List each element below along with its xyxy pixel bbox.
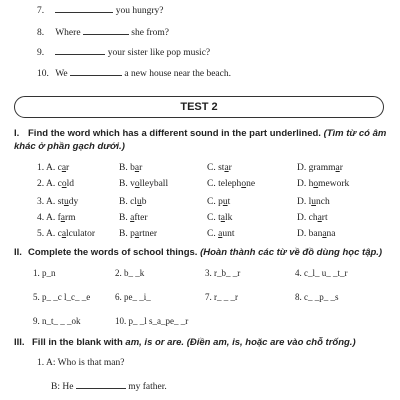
underlined-letter: o [241, 179, 247, 189]
option-text-after: r [66, 163, 70, 173]
option-text-after: nch [316, 197, 330, 207]
underlined-letter: a [335, 163, 340, 173]
item-text: a new house near the beach. [124, 69, 231, 79]
underlined-letter: o [134, 179, 140, 189]
answer-blank[interactable] [55, 46, 105, 55]
option-text-after: r [228, 163, 232, 173]
underlined-letter: o [313, 179, 319, 189]
incomplete-word[interactable]: 2. b_ _k [115, 268, 145, 278]
option-text-before: D. gramm [297, 163, 336, 173]
answer-blank[interactable] [55, 4, 113, 13]
option-text-after: ne [246, 179, 256, 189]
answer-blank[interactable] [83, 26, 129, 35]
item-number: 9. [37, 48, 45, 58]
option-text-before: C. t [207, 213, 221, 223]
answer-option[interactable] [119, 197, 146, 207]
section-1-heading [14, 127, 390, 153]
underlined-letter: u [136, 197, 142, 207]
option-text-after: lculator [66, 229, 96, 239]
option-text-after: dy [68, 197, 79, 207]
answer-option[interactable] [297, 179, 349, 189]
option-text-before: B. [119, 213, 131, 223]
option-text-before: D. ban [297, 229, 323, 239]
option-text-after: ld [66, 179, 74, 189]
item-text: your sister like pop music? [107, 48, 211, 58]
answer-option[interactable] [207, 197, 230, 207]
answer-option[interactable] [37, 197, 78, 207]
option-text-before: 1. A. c [37, 163, 62, 173]
option-text-after: r [139, 163, 143, 173]
answer-option[interactable] [297, 163, 343, 173]
section-number: I. [14, 128, 20, 139]
answer-option[interactable] [297, 229, 336, 239]
option-text-after: t [227, 197, 231, 207]
answer-option[interactable] [297, 213, 328, 223]
underlined-letter: a [60, 213, 65, 223]
option-text-before: C. p [207, 197, 223, 207]
option-text-before: D. h [297, 179, 314, 189]
option-text-after: rtner [139, 229, 157, 239]
incomplete-word[interactable]: 10. p_ _l s_a_pe_ _r [115, 316, 189, 326]
option-text-after: fter [134, 213, 148, 223]
option-text-after: mework [318, 179, 350, 189]
underlined-letter: a [218, 229, 223, 239]
incomplete-word[interactable]: 3. r_b_ _r [205, 268, 241, 278]
underlined-letter: a [61, 229, 67, 239]
underlined-letter: a [220, 213, 225, 223]
underlined-letter: o [61, 179, 67, 189]
option-text-before: D. ch [297, 213, 318, 223]
question-1-line-a: 1. A: Who is that man? [37, 358, 125, 368]
option-text-after: na [326, 229, 336, 239]
option-text-before: 3. A. st [37, 197, 64, 207]
option-text-before: B. cl [119, 197, 137, 207]
incomplete-word[interactable]: 8. c_ _p_ _s [295, 292, 339, 302]
answer-option[interactable] [119, 213, 148, 223]
section-instruction: Fill in the blank with [32, 337, 126, 348]
dialog-text-after: my father. [128, 382, 167, 392]
incomplete-word[interactable]: 5. p_ _c l_c_ _e [33, 292, 91, 302]
answer-option[interactable] [37, 213, 76, 223]
option-text-before: 5. A. c [37, 229, 62, 239]
previous-item-10 [37, 67, 231, 79]
answer-option[interactable] [207, 213, 232, 223]
answer-option[interactable] [297, 197, 330, 207]
underlined-letter: a [61, 163, 67, 173]
option-text-after: rm [64, 213, 76, 223]
underlined-letter: a [322, 229, 327, 239]
item-text-before: Where [55, 28, 81, 38]
option-text-after: unt [222, 229, 235, 239]
underlined-letter: u [311, 197, 316, 207]
section-instruction-vi: (Tìm từ có âm khác ở phần gạch dưới.) [14, 128, 387, 152]
answer-blank[interactable] [76, 380, 126, 389]
section-instruction: Complete the words of school things. [28, 247, 198, 258]
answer-option[interactable] [37, 163, 69, 173]
underlined-letter: a [134, 163, 140, 173]
option-text-before: 4. A. f [37, 213, 61, 223]
answer-option[interactable] [207, 179, 255, 189]
underlined-letter: u [222, 197, 228, 207]
option-text-before: B. v [119, 179, 135, 189]
option-text-after: rt [321, 213, 328, 223]
option-text-before: B. b [119, 163, 135, 173]
question-1-line-b [51, 380, 167, 392]
option-text-after: lleyball [139, 179, 169, 189]
underlined-letter: a [224, 163, 229, 173]
section-keywords: am, is or are. [125, 337, 185, 348]
section-3-heading [14, 336, 390, 349]
underlined-letter: a [130, 213, 135, 223]
previous-item-9 [37, 46, 210, 58]
section-number: II. [14, 247, 22, 258]
answer-blank[interactable] [70, 67, 122, 76]
option-text-before: C. st [207, 163, 225, 173]
previous-item-7 [37, 4, 164, 16]
dialog-text-before: B: He [51, 382, 74, 392]
incomplete-word[interactable]: 7. r_ _ _r [205, 292, 238, 302]
underlined-letter: a [317, 213, 322, 223]
previous-item-8 [37, 26, 169, 38]
section-2-heading [14, 246, 390, 259]
item-text: she from? [131, 28, 170, 38]
item-text: you hungry? [115, 6, 164, 16]
section-instruction: Find the word which has a different sound in the part underlined. [28, 128, 321, 139]
incomplete-word[interactable]: 6. pe_ _i_ [115, 292, 151, 302]
option-text-before: B. p [119, 229, 135, 239]
incomplete-word[interactable]: 9. n_t_ _ _ok [33, 316, 81, 326]
incomplete-word[interactable]: 4. c_l_ u_ _t_r [295, 268, 348, 278]
item-number: 10. [37, 69, 49, 79]
answer-option[interactable] [37, 179, 74, 189]
answer-option[interactable] [207, 229, 234, 239]
answer-option[interactable] [119, 163, 142, 173]
section-number: III. [14, 337, 25, 348]
incomplete-word[interactable]: 1. p_n [33, 268, 56, 278]
item-text-before: We [55, 69, 68, 79]
answer-option[interactable] [119, 179, 168, 189]
option-text-after: lk [224, 213, 233, 223]
section-instruction-vi: (Điền am, is, hoặc are vào chỗ trống.) [186, 337, 356, 348]
underlined-letter: a [134, 229, 140, 239]
item-number: 8. [37, 28, 45, 38]
test-title-banner: TEST 2 [14, 96, 384, 118]
option-text-before: C. [207, 229, 219, 239]
option-text-before: D. l [297, 197, 312, 207]
item-number: 7. [37, 6, 45, 16]
section-instruction-vi: (Hoàn thành các từ về đồ dùng học tập.) [200, 247, 383, 258]
answer-option[interactable] [119, 229, 157, 239]
option-text-before: C. teleph [207, 179, 242, 189]
answer-option[interactable] [207, 163, 232, 173]
underlined-letter: u [63, 197, 69, 207]
option-text-before: 2. A. c [37, 179, 62, 189]
option-text-after: r [339, 163, 343, 173]
answer-option[interactable] [37, 229, 95, 239]
option-text-after: b [141, 197, 147, 207]
